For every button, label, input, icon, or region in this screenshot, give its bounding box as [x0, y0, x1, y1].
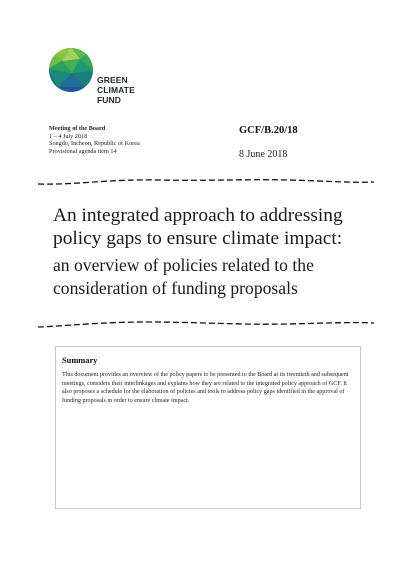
logo-text-green: GREEN [97, 75, 128, 85]
summary-body: This document provides an overview of the policy papers to be presented to the Board at its twentieth and subsequent meetings, considers their interlinkages and explains how they are related to the integrated policy approach of GCF. It also proposes a schedule for the elaboration of policies and tools to address policy gaps identified in the approval of funding proposals in order to ensure climate impact. [62, 372, 349, 404]
meeting-dates: 1 – 4 July 2018 [49, 132, 88, 140]
top-wave-divider [38, 177, 374, 187]
agenda-item: Provisional agenda item 14 [49, 147, 117, 155]
meeting-location: Songdo, Incheon, Republic of Korea [49, 140, 140, 148]
summary-box [55, 346, 361, 509]
document-subtitle: an overview of policies related to the consideration of funding proposals [53, 255, 314, 298]
globe-logo-icon [48, 47, 94, 93]
summary-heading: Summary [62, 356, 98, 365]
gcf-logo [48, 47, 144, 109]
logo-wordmark [97, 76, 135, 105]
document-date: 8 June 2018 [239, 149, 288, 160]
title-block [53, 204, 383, 300]
document-title: An integrated approach to addressing policy gaps to ensure climate impact: [53, 205, 343, 249]
logo-text-fund: FUND [97, 94, 122, 105]
document-code: GCF/B.20/18 [239, 125, 298, 136]
meeting-info [49, 125, 219, 155]
meeting-heading: Meeting of the Board [49, 125, 106, 132]
bottom-wave-divider [38, 319, 374, 329]
logo-text-climate: CLIMATE [97, 84, 135, 95]
